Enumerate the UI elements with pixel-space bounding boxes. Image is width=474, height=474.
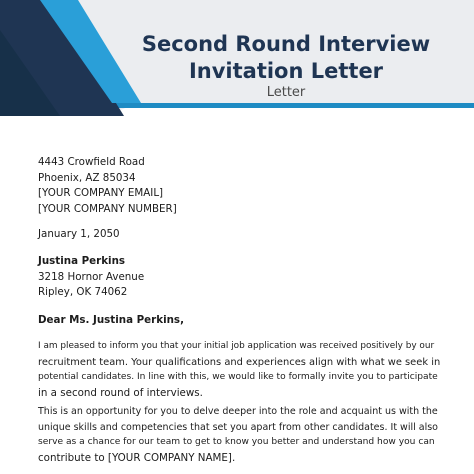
sender-city: Phoenix, AZ 85034: [38, 171, 136, 184]
sender-address: 4443 Crowfield Road: [38, 156, 145, 168]
recipient-address: 3218 Hornor Avenue: [38, 270, 145, 283]
document-type-label: Letter: [266, 85, 306, 100]
title-line-1: Second Round Interview: [141, 32, 431, 56]
sender-email: [YOUR COMPANY EMAIL]: [38, 187, 164, 200]
paragraph-line: unique skills and competencies that set you apart from other candidates. It will also: [38, 421, 438, 433]
paragraph-line: recruitment team. Your qualifications and experiences align with what we seek in: [38, 356, 441, 368]
salutation: Dear Ms. Justina Perkins,: [38, 314, 184, 326]
sender-phone: [YOUR COMPANY NUMBER]: [38, 202, 177, 215]
recipient-city: Ripley, OK 74062: [38, 286, 128, 299]
paragraph-1: [38, 339, 442, 401]
letter-header: [0, 0, 474, 116]
paragraph-line: in a second round of interviews.: [38, 386, 203, 399]
paragraph-line: contribute to [YOUR COMPANY NAME].: [38, 451, 236, 464]
sender-block: [38, 155, 442, 217]
paragraph-2: [38, 404, 442, 466]
recipient-block: [38, 254, 442, 301]
paragraph-line: This is an opportunity for you to delve deeper into the role and acquaint us with the: [38, 406, 438, 417]
paragraph-line: potential candidates. In line with this, we would like to formally invite you to participate: [38, 372, 438, 383]
title-line-2: Invitation Letter: [188, 59, 384, 83]
recipient-name: Justina Perkins: [38, 255, 126, 267]
letter-date: January 1, 2050: [38, 228, 120, 240]
paragraph-line: serve as a chance for our team to get to know you better and understand how you can: [38, 437, 435, 448]
paragraph-line: I am pleased to inform you that your initial job application was received positively by our: [38, 341, 435, 351]
